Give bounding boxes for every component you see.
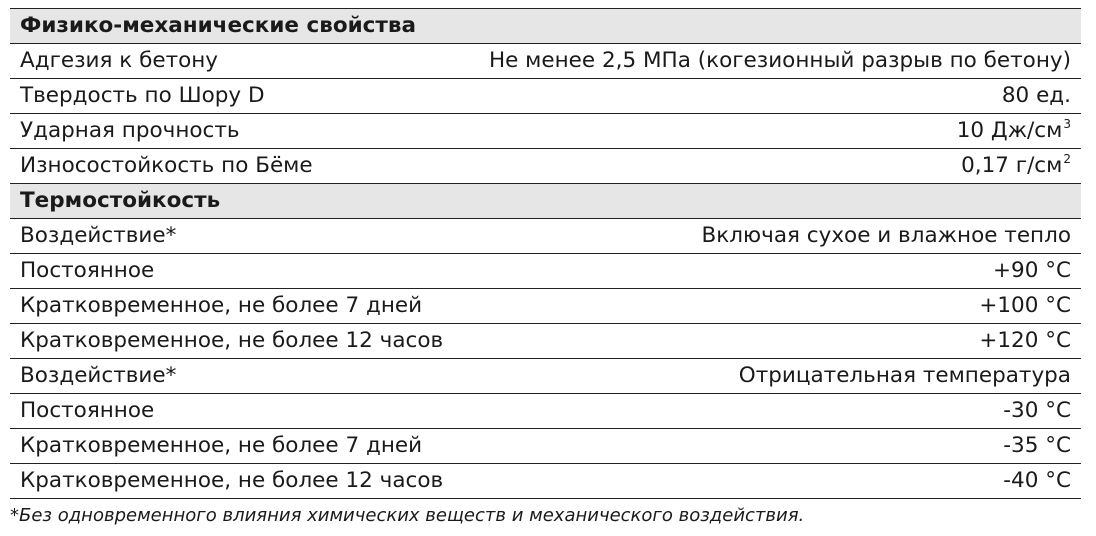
property-label: Адгезия к бетону (10, 44, 464, 79)
table-row (10, 114, 1081, 149)
property-label: Постоянное (10, 254, 464, 289)
property-value: Не менее 2,5 МПа (когезионный разрыв по бетону) (464, 44, 1081, 79)
table-row (10, 44, 1081, 79)
property-label: Кратковременное, не более 7 дней (10, 429, 464, 464)
property-value: +100 °C (464, 289, 1081, 324)
property-label: Кратковременное, не более 12 часов (10, 464, 464, 499)
property-value: Отрицательная температура (464, 359, 1081, 394)
table-row (10, 324, 1081, 359)
property-value: -40 °C (464, 464, 1081, 499)
property-label: Кратковременное, не более 7 дней (10, 289, 464, 324)
table-row (10, 289, 1081, 324)
property-value: 80 ед. (464, 79, 1081, 114)
section-header-physical (10, 9, 1081, 44)
property-value-cell (464, 149, 1081, 184)
table-row (10, 149, 1081, 184)
unit-superscript: 3 (1063, 117, 1071, 131)
table-row (10, 254, 1081, 289)
property-value: 10 Дж/см (956, 118, 1063, 143)
table-row (10, 394, 1081, 429)
property-value-cell (464, 114, 1081, 149)
table-row (10, 359, 1081, 394)
property-label: Ударная прочность (10, 114, 464, 149)
table-row (10, 79, 1081, 114)
property-label: Постоянное (10, 394, 464, 429)
property-label: Твердость по Шору D (10, 79, 464, 114)
property-label: Износостойкость по Бёме (10, 149, 464, 184)
table-row (10, 429, 1081, 464)
property-label: Кратковременное, не более 12 часов (10, 324, 464, 359)
property-value: Включая сухое и влажное тепло (464, 219, 1081, 254)
property-label: Воздействие* (10, 359, 464, 394)
section-title: Термостойкость (10, 184, 1081, 219)
unit-superscript: 2 (1063, 152, 1071, 166)
section-header-thermal (10, 184, 1081, 219)
property-value: -30 °C (464, 394, 1081, 429)
properties-table (10, 8, 1081, 499)
property-value: 0,17 г/см (961, 153, 1063, 178)
section-title: Физико-механические свойства (10, 9, 1081, 44)
property-value: -35 °C (464, 429, 1081, 464)
property-value: +120 °C (464, 324, 1081, 359)
table-row (10, 219, 1081, 254)
table-row (10, 464, 1081, 499)
footnote: *Без одновременного влияния химических веществ и механического воздействия. (10, 505, 805, 526)
property-value: +90 °C (464, 254, 1081, 289)
property-label: Воздействие* (10, 219, 464, 254)
